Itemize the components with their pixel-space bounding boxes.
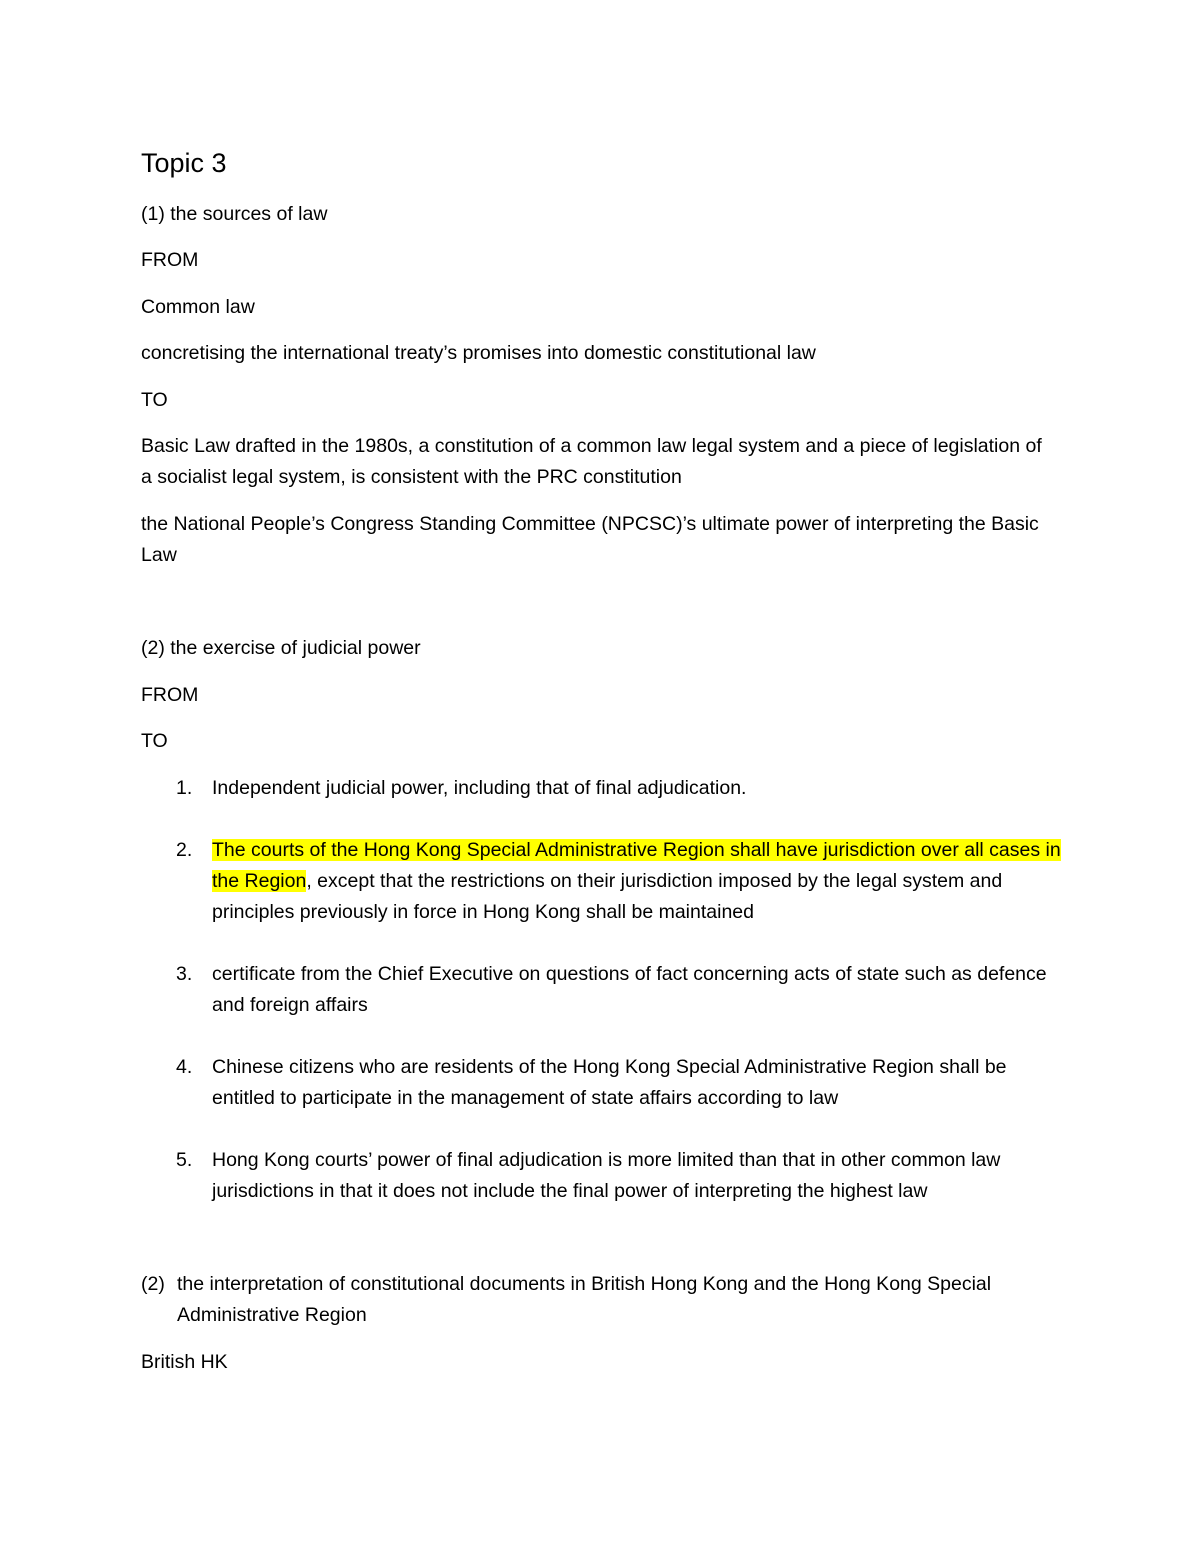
list-number: 2.	[176, 839, 193, 861]
list-item-text: , except that the restrictions on their jurisdiction imposed by the legal system and principles previously in force in Hong Kong shall be maintained	[212, 870, 1003, 923]
section-2-to-label: TO	[141, 730, 168, 752]
british-hk-line: British HK	[141, 1351, 228, 1373]
concretising-line: concretising the international treaty’s promises into domestic constitutional law	[141, 342, 816, 364]
section-3-heading: the interpretation of constitutional documents in British Hong Kong and the Hong Kong Special Administrative Region	[177, 1273, 992, 1326]
highlighted-text: The courts of the Hong Kong Special Administrative Region shall have jurisdiction over all cases in the Region	[212, 839, 1061, 892]
list-item: Chinese citizens who are residents of the Hong Kong Special Administrative Region shall be entitled to participate in the management of state affairs according to law	[212, 1056, 1007, 1109]
list-item	[212, 835, 1072, 928]
list-number: 1.	[176, 777, 193, 799]
list-item: Independent judicial power, including that of final adjudication.	[212, 777, 747, 799]
common-law-line: Common law	[141, 296, 255, 318]
basic-law-paragraph: Basic Law drafted in the 1980s, a constitution of a common law legal system and a piece of legislation of a socialist legal system, is consistent with the PRC constitution	[141, 435, 1042, 488]
list-number: 5.	[176, 1149, 193, 1171]
section-2-heading: (2) the exercise of judicial power	[141, 637, 421, 659]
section-2-from-label: FROM	[141, 684, 199, 706]
section-3-number: (2)	[141, 1273, 165, 1295]
page-title: Topic 3	[141, 148, 227, 178]
section-1-from-label: FROM	[141, 249, 199, 271]
list-number: 3.	[176, 963, 193, 985]
list-number: 4.	[176, 1056, 193, 1078]
section-1-to-label: TO	[141, 389, 168, 411]
npcsc-paragraph: the National People’s Congress Standing Committee (NPCSC)’s ultimate power of interpreting the Basic Law	[141, 513, 1039, 566]
list-item: certificate from the Chief Executive on questions of fact concerning acts of state such as defence and foreign affairs	[212, 963, 1047, 1016]
section-1-heading: (1) the sources of law	[141, 203, 328, 225]
list-item: Hong Kong courts’ power of final adjudication is more limited than that in other common law jurisdictions in that it does not include the final power of interpreting the highest law	[212, 1149, 1001, 1202]
